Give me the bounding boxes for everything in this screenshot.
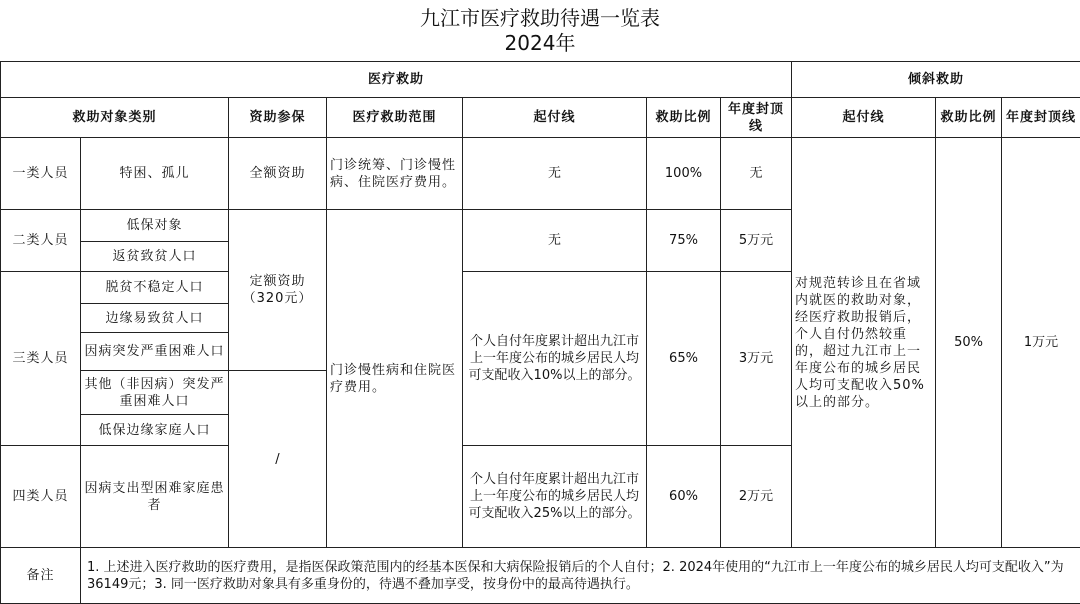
group-1-ratio: 100%	[647, 138, 721, 210]
none-subsidy: /	[229, 371, 327, 548]
notes-text: 1. 上述进入医疗救助的医疗费用，是指医保政策范围内的经基本医保和大病保险报销后的个人自付；2. 2024年使用的“九江市上一年度公布的城乡居民人均可支配收入”为36149元；3. 同一医疗救助对象具有多重身份的，待遇不叠加享受，按身份中的最高待遇执行。	[81, 548, 1080, 604]
header-category: 救助对象类别	[1, 98, 229, 138]
other-scope: 门诊慢性病和住院医疗费用。	[327, 210, 463, 548]
group-1-scope: 门诊统筹、门诊慢性病、住院医疗费用。	[327, 138, 463, 210]
group-1-cap: 无	[721, 138, 792, 210]
group-2-threshold: 无	[463, 210, 647, 272]
group-2-sub-a: 低保对象	[81, 210, 229, 242]
group-1-subsidy: 全额资助	[229, 138, 327, 210]
tilt-threshold: 对规范转诊且在省域内就医的救助对象，经医疗救助报销后，个人自付仍然较重的，超过九江市上一年度公布的城乡居民人均可支配收入50%以上的部分。	[792, 138, 936, 548]
title-block	[0, 0, 1080, 60]
group-3-sub-a: 脱贫不稳定人口	[81, 272, 229, 304]
tilt-cap: 1万元	[1002, 138, 1080, 548]
header-tilt-ratio: 救助比例	[936, 98, 1002, 138]
group-4-label: 四类人员	[1, 446, 81, 548]
group-3-threshold: 个人自付年度累计超出九江市上一年度公布的城乡居民人均可支配收入10%以上的部分。	[463, 272, 647, 446]
fixed-subsidy: 定额资助（320元）	[229, 210, 327, 371]
notes-label: 备注	[1, 548, 81, 604]
header-annual-cap: 年度封顶线	[721, 98, 792, 138]
group-1-threshold: 无	[463, 138, 647, 210]
aid-table	[0, 61, 1080, 604]
group-2-sub-b: 返贫致贫人口	[81, 242, 229, 272]
group-4-cap: 2万元	[721, 446, 792, 548]
header-scope: 医疗救助范围	[327, 98, 463, 138]
group-4-threshold: 个人自付年度累计超出九江市上一年度公布的城乡居民人均可支配收入25%以上的部分。	[463, 446, 647, 548]
group-2-ratio: 75%	[647, 210, 721, 272]
group-3-sub-d: 其他（非因病）突发严重困难人口	[81, 371, 229, 415]
group-4-ratio: 60%	[647, 446, 721, 548]
header-medical-aid: 医疗救助	[1, 62, 792, 98]
group-3-ratio: 65%	[647, 272, 721, 446]
group-2-label: 二类人员	[1, 210, 81, 272]
header-tilt-threshold: 起付线	[792, 98, 936, 138]
header-threshold: 起付线	[463, 98, 647, 138]
header-insurance-subsidy: 资助参保	[229, 98, 327, 138]
group-1-sub: 特困、孤儿	[81, 138, 229, 210]
page-year: 2024年	[504, 31, 576, 55]
header-tilt-cap: 年度封顶线	[1002, 98, 1080, 138]
group-3-label: 三类人员	[1, 272, 81, 446]
group-3-sub-c: 因病突发严重困难人口	[81, 333, 229, 371]
group-3-cap: 3万元	[721, 272, 792, 446]
header-tilted-aid: 倾斜救助	[792, 62, 1080, 98]
group-2-cap: 5万元	[721, 210, 792, 272]
group-1-label: 一类人员	[1, 138, 81, 210]
group-3-sub-b: 边缘易致贫人口	[81, 304, 229, 333]
tilt-ratio: 50%	[936, 138, 1002, 548]
group-4-sub: 因病支出型困难家庭患者	[81, 446, 229, 548]
header-ratio: 救助比例	[647, 98, 721, 138]
page-title: 九江市医疗救助待遇一览表	[420, 6, 660, 30]
group-3-sub-e: 低保边缘家庭人口	[81, 415, 229, 446]
